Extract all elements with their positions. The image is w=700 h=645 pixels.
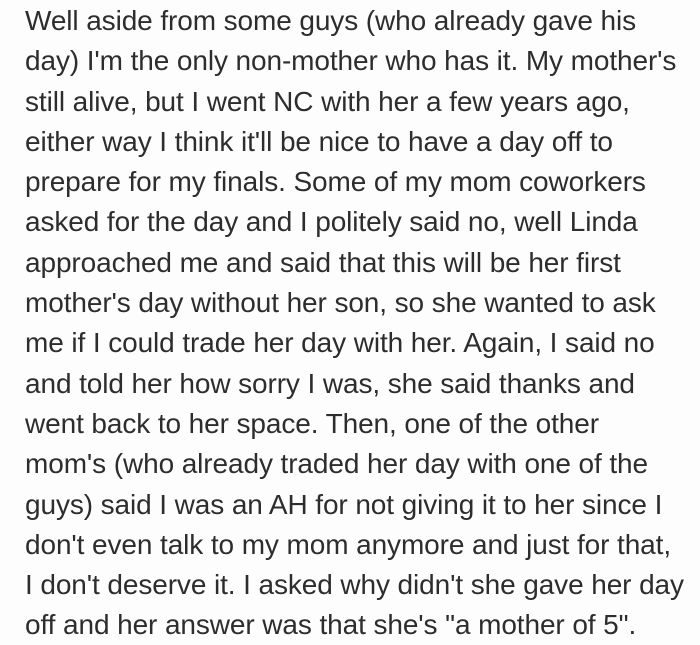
post-text-line: I don't deserve it. I asked why didn't she gave her day	[25, 569, 684, 601]
post-text-line: approached me and said that this will be her first	[25, 246, 621, 278]
post-text-line: went back to her space. Then, one of the other	[25, 407, 599, 439]
post-text-line: either way I think it'll be nice to have a day off to	[25, 125, 613, 157]
post-text-line: mother's day without her son, so she wanted to ask	[25, 287, 656, 319]
post-text-line: still alive, but I went NC with her a few years ago,	[25, 85, 630, 117]
post-text-line: off and her answer was that she's "a mother of 5".	[25, 609, 637, 641]
post-text-line: guys) said I was an AH for not giving it to her since I	[25, 488, 663, 520]
post-text-line: me if I could trade her day with her. Again, I said no	[25, 327, 655, 359]
post-text-line: mom's (who already traded her day with one of the	[25, 448, 648, 480]
post-text-line: Well aside from some guys (who already gave his	[25, 5, 637, 36]
post-text-line: and told her how sorry I was, she said thanks and	[25, 367, 635, 399]
post-text-line: don't even talk to my mom anymore and just for that,	[25, 528, 672, 560]
post-text-line: day) I'm the only non-mother who has it. My mother's	[25, 45, 677, 77]
post-text-line: prepare for my finals. Some of my mom coworkers	[25, 166, 646, 198]
post-text-line: asked for the day and I politely said no, well Linda	[25, 206, 638, 238]
